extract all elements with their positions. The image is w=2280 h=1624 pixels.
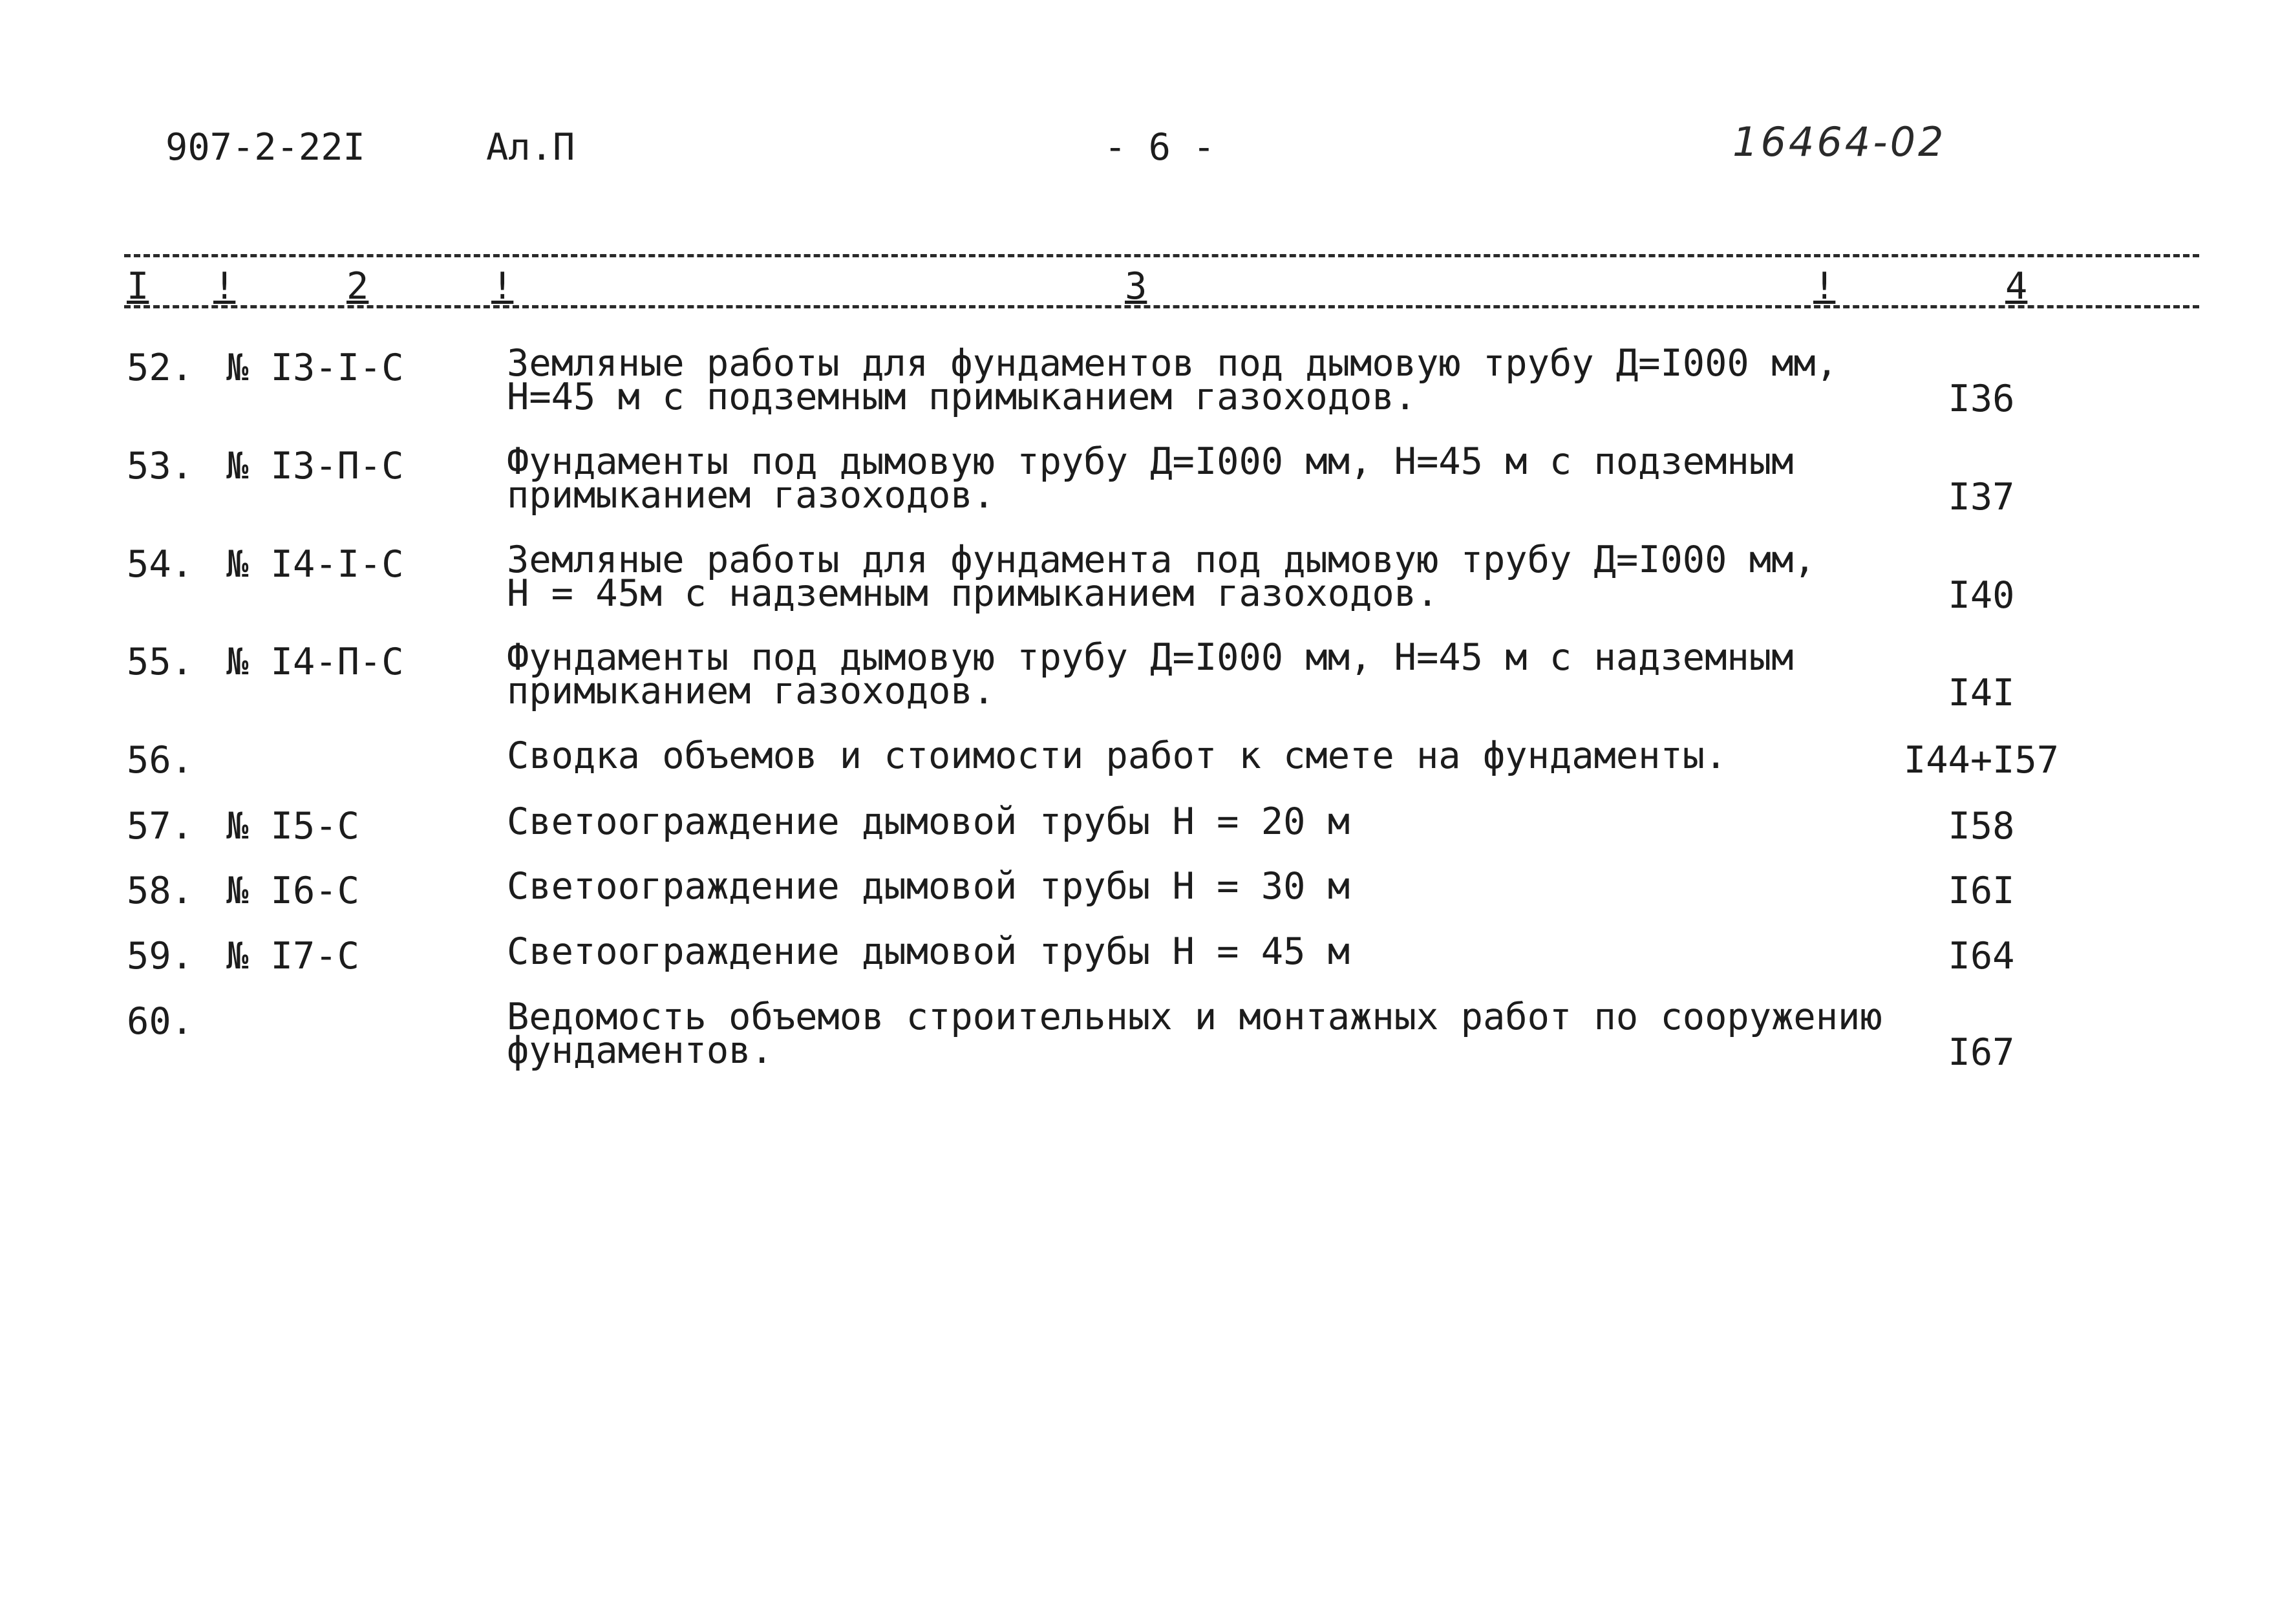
- page-reference: I6I: [1948, 870, 2015, 912]
- row-description-line-1: Фундаменты под дымовую трубу Д=I000 мм, Н=45 м с надземным: [507, 636, 1794, 679]
- row-description-line-1: Светоограждение дымовой трубы Н = 30 м: [507, 865, 1350, 908]
- page-reference: I36: [1948, 378, 2015, 420]
- document-code: 907-2-22I: [165, 126, 365, 169]
- column-separator: !: [213, 265, 236, 308]
- row-description-line-2: примыканием газоходов.: [507, 474, 995, 517]
- drawing-reference: № I5-С: [226, 805, 359, 848]
- column-separator: !: [1813, 265, 1836, 308]
- page-number: - 6 -: [1104, 126, 1215, 169]
- drawing-reference: № I6-С: [226, 870, 359, 912]
- drawing-reference: № I3-П-С: [226, 445, 404, 487]
- drawing-reference: № I4-I-С: [226, 543, 404, 586]
- table-row: [0, 800, 2280, 870]
- row-number: 57.: [127, 805, 193, 848]
- table-row: [0, 440, 2280, 518]
- row-description-line-1: Светоограждение дымовой трубы Н = 45 м: [507, 930, 1350, 973]
- row-description-line-2: примыканием газоходов.: [507, 670, 995, 712]
- page-header: [0, 118, 2280, 178]
- row-description-line-2: Н = 45м с надземным примыканием газоходов.: [507, 572, 1439, 615]
- row-number: 54.: [127, 543, 193, 586]
- row-description-line-1: Земляные работы для фундамента под дымовую трубу Д=I000 мм,: [507, 539, 1816, 581]
- row-number: 53.: [127, 445, 193, 487]
- drawing-reference: № I3-I-С: [226, 347, 404, 389]
- page-reference: I4I: [1948, 672, 2015, 714]
- row-description-line-1: Земляные работы для фундаментов под дымовую трубу Д=I000 мм,: [507, 342, 1838, 385]
- row-number: 59.: [127, 935, 193, 978]
- table-row: [0, 930, 2280, 999]
- row-number: 56.: [127, 739, 193, 782]
- page-reference: I44+I57: [1903, 739, 2060, 782]
- row-description-line-2: Н=45 м с подземным примыканием газоходов.: [507, 376, 1416, 418]
- header-top-rule: [124, 254, 2199, 257]
- row-number: 52.: [127, 347, 193, 389]
- row-number: 58.: [127, 870, 193, 912]
- page-reference: I58: [1948, 805, 2015, 848]
- row-number: 60.: [127, 1000, 193, 1043]
- table-row: [0, 734, 2280, 804]
- row-description-line-1: Фундаменты под дымовую трубу Д=I000 мм, Н=45 м с подземным: [507, 440, 1794, 483]
- header-bottom-rule: [124, 305, 2199, 308]
- column-header-2: 2: [346, 265, 369, 308]
- drawing-reference: № I7-С: [226, 935, 359, 978]
- page-reference: I40: [1948, 574, 2015, 617]
- drawing-reference: № I4-П-С: [226, 641, 404, 683]
- column-header-1: I: [127, 265, 149, 308]
- row-description-line-1: Сводка объемов и стоимости работ к смете на фундаменты.: [507, 734, 1727, 777]
- row-description-line-1: Ведомость объемов строительных и монтажных работ по сооружению: [507, 996, 1882, 1038]
- handwritten-number: 16464-02: [1732, 118, 1946, 166]
- album-number: Ал.П: [486, 126, 575, 169]
- column-header-4: 4: [2005, 265, 2028, 308]
- table-row: [0, 865, 2280, 934]
- table-row: [0, 539, 2280, 617]
- table-row: [0, 342, 2280, 420]
- row-description-line-1: Светоограждение дымовой трубы Н = 20 м: [507, 800, 1350, 843]
- column-header-3: 3: [1125, 265, 1147, 308]
- page-reference: I37: [1948, 476, 2015, 518]
- row-description-line-2: фундаментов.: [507, 1029, 773, 1072]
- table-row: [0, 636, 2280, 714]
- row-number: 55.: [127, 641, 193, 683]
- page-reference: I64: [1948, 935, 2015, 978]
- table-row: [0, 996, 2280, 1074]
- column-separator: !: [491, 265, 514, 308]
- page-reference: I67: [1948, 1031, 2015, 1074]
